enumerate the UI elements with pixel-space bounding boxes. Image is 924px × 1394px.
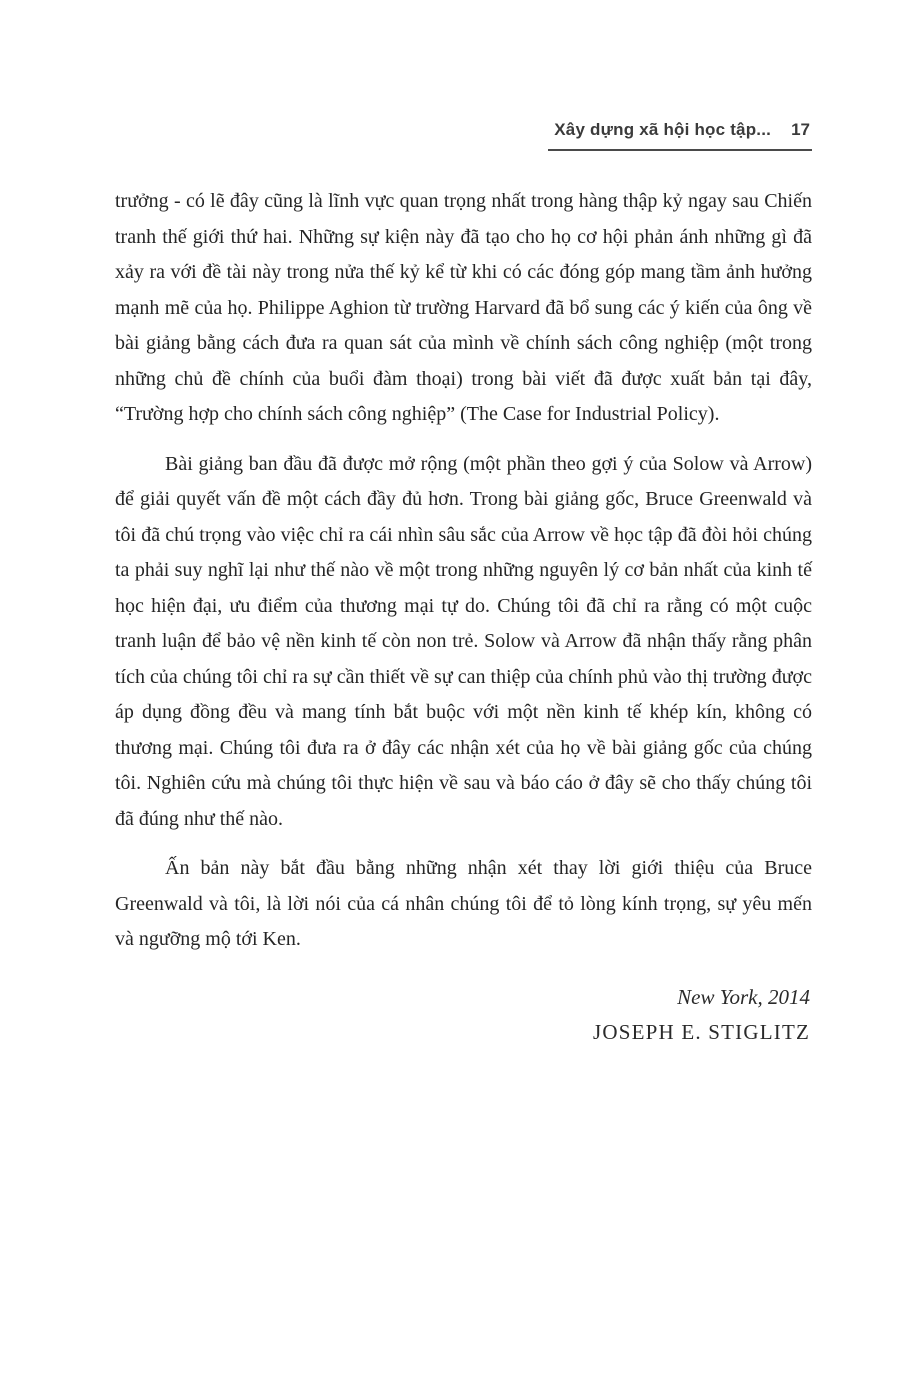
running-head-title: Xây dựng xã hội học tập... [554, 120, 772, 139]
paragraph: trưởng - có lẽ đây cũng là lĩnh vực quan trọng nhất trong hàng thập kỷ ngay sau Chiến tranh thế giới thứ hai. Những sự kiện này đã tạo cho họ cơ hội phản ánh những gì đã xảy ra với đề tài này trong nửa thế kỷ kể từ khi có các đóng góp mang tầm ảnh hưởng mạnh mẽ của họ. Philippe Aghion từ trường Harvard đã bổ sung các ý kiến của ông về bài giảng bằng cách đưa ra quan sát của mình về chính sách công nghiệp (một trong những chủ đề chính của buổi đàm thoại) trong bài viết đã được xuất bản tại đây, “Trường hợp cho chính sách công nghiệp” (The Case for Industrial Policy). [115, 190, 812, 425]
paragraph: Bài giảng ban đầu đã được mở rộng (một phần theo gợi ý của Solow và Arrow) để giải quyết vấn đề một cách đầy đủ hơn. Trong bài giảng gốc, Bruce Greenwald và tôi đã chú trọng vào việc chỉ ra cái nhìn sâu sắc của Arrow về học tập đã đòi hỏi chúng ta phải suy nghĩ lại như thế nào về một trong những nguyên lý cơ bản nhất của kinh tế học hiện đại, ưu điểm của thương mại tự do. Chúng tôi đã chỉ ra rằng có một cuộc tranh luận để bảo vệ nền kinh tế còn non trẻ. Solow và Arrow đã nhận thấy rằng phân tích của chúng tôi chỉ ra sự cần thiết về sự can thiệp của chính phủ vào thị trường được áp dụng đồng đều và mang tính bắt buộc với một nền kinh tế khép kín, không có thương mại. Chúng tôi đưa ra ở đây các nhận xét của họ về bài giảng gốc của chúng tôi. Nghiên cứu mà chúng tôi thực hiện về sau và báo cáo ở đây sẽ cho thấy chúng tôi đã đúng như thế nào. [115, 452, 812, 830]
page-number: 17 [791, 120, 810, 139]
page-body [115, 184, 812, 958]
signature-block [115, 980, 812, 1050]
signature-author: JOSEPH E. STIGLITZ [592, 1019, 810, 1044]
paragraph: Ấn bản này bắt đầu bằng những nhận xét thay lời giới thiệu của Bruce Greenwald và tôi, là lời nói của cá nhân chúng tôi để tỏ lòng kính trọng, sự yêu mến và ngưỡng mộ tới Ken. [115, 857, 812, 950]
running-head-rule [548, 120, 812, 151]
running-head [115, 120, 812, 151]
signature-place-date: New York, 2014 [677, 984, 810, 1009]
